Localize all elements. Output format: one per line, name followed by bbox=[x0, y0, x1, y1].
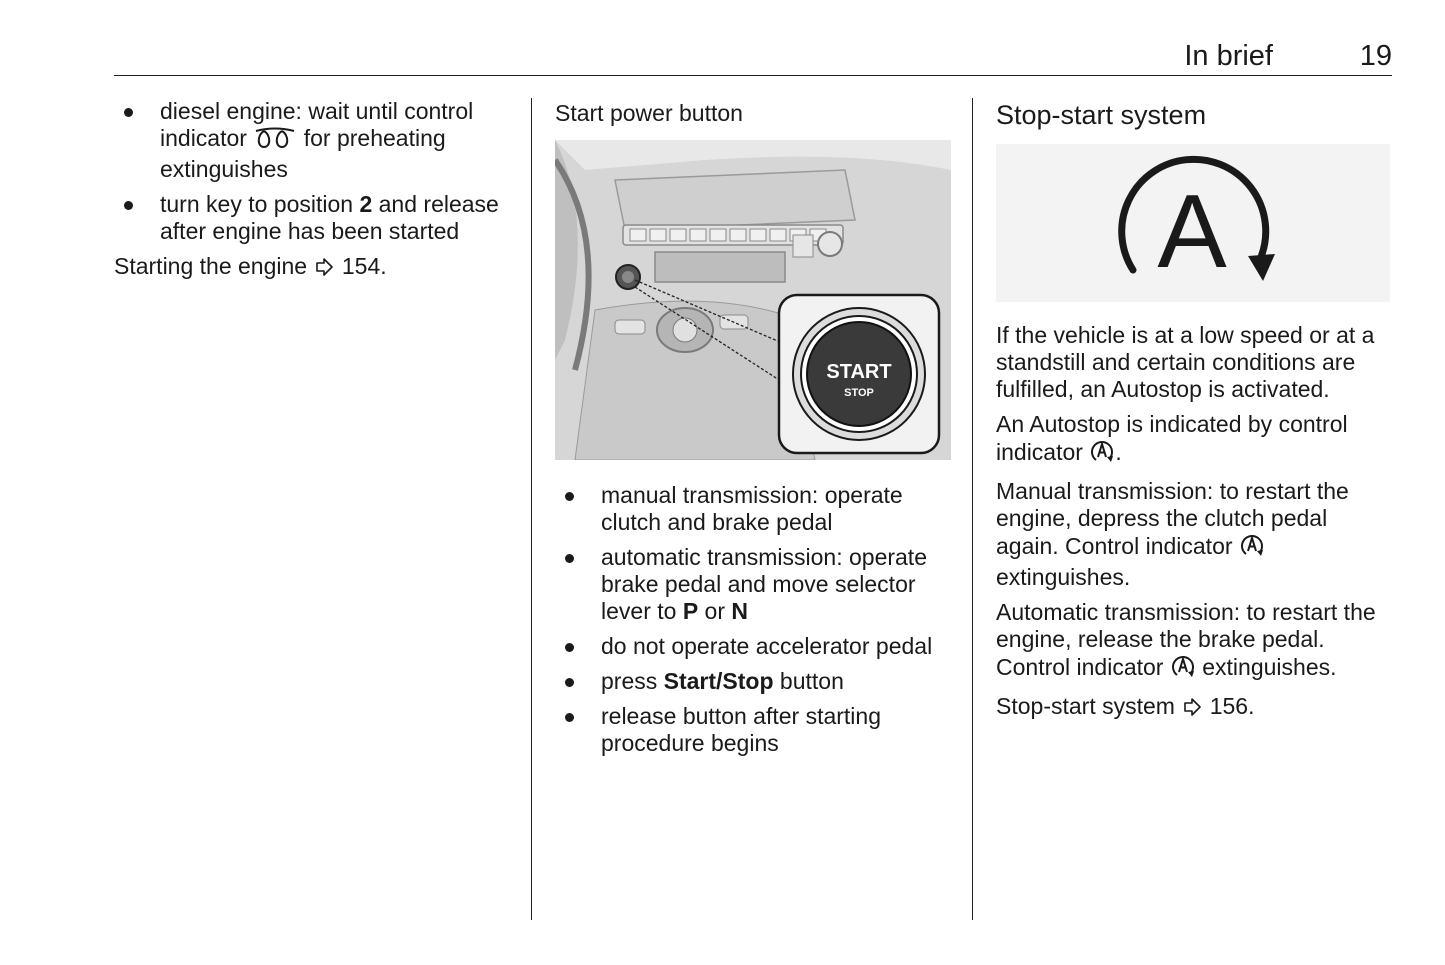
list-item: release button after starting procedure begins bbox=[555, 703, 955, 757]
autostop-letter: A bbox=[1157, 174, 1227, 290]
start-button-illustration bbox=[555, 140, 951, 460]
header-rule bbox=[114, 75, 1392, 76]
list-item: turn key to position 2 and release after engine has been started bbox=[114, 191, 522, 245]
column-right bbox=[996, 98, 1392, 730]
list-item: manual transmission: operate clutch and brake pedal bbox=[555, 482, 955, 536]
column-left bbox=[114, 98, 522, 290]
column-divider-left bbox=[531, 98, 532, 920]
column-divider-right bbox=[972, 98, 973, 920]
glow-plug-icon bbox=[253, 126, 297, 156]
start-label: START bbox=[826, 361, 892, 383]
autostop-symbol-illustration bbox=[996, 144, 1390, 302]
stop-label: STOP bbox=[844, 387, 874, 399]
list-item: automatic transmission: operate brake pedal and move selector lever to P or N bbox=[555, 544, 955, 625]
cross-reference[interactable]: Starting the engine 154. bbox=[114, 253, 522, 282]
page-number: 19 bbox=[1359, 40, 1392, 72]
autostop-indicator-icon bbox=[1170, 653, 1196, 685]
header-title: In brief bbox=[1184, 40, 1273, 72]
autostop-indicator-icon bbox=[1239, 532, 1265, 564]
list-item: diesel engine: wait until control indicator for preheating extinguishes bbox=[114, 98, 522, 183]
paragraph: Manual transmission: to restart the engine, depress the clutch pedal again. Control indicator extinguishes. bbox=[996, 478, 1349, 590]
list-item: press Start/Stop button bbox=[555, 668, 955, 695]
paragraph: An Autostop is indicated by control indicator . bbox=[996, 411, 1392, 470]
paragraph: If the vehicle is at a low speed or at a standstill and certain conditions are fulfilled, an Autostop is activated. bbox=[996, 322, 1375, 402]
bullet-list-start-button bbox=[555, 482, 955, 757]
autostop-indicator-icon bbox=[1089, 438, 1115, 470]
reference-arrow-icon bbox=[1183, 695, 1201, 722]
column-middle bbox=[555, 98, 955, 765]
section-heading-start-button: Start power button bbox=[555, 100, 743, 126]
reference-arrow-icon bbox=[315, 255, 333, 282]
section-heading-stop-start: Stop-start system bbox=[996, 100, 1207, 130]
list-item: do not operate accelerator pedal bbox=[555, 633, 955, 660]
bullet-list-engine-start bbox=[114, 98, 522, 245]
paragraph: Automatic transmission: to restart the engine, release the brake pedal. Control indicator extinguishes. bbox=[996, 599, 1392, 685]
cross-reference[interactable]: Stop-start system 156. bbox=[996, 693, 1392, 722]
